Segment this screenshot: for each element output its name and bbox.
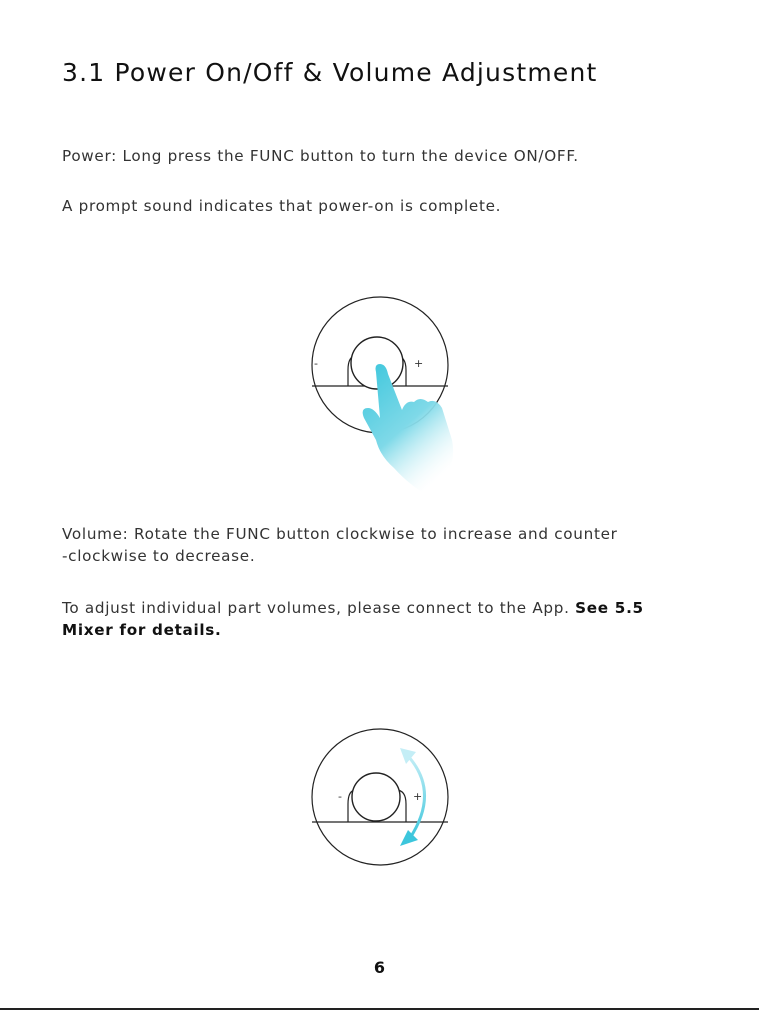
knob-plus-label: +	[414, 357, 424, 370]
knob-minus-label: -	[338, 790, 342, 803]
power-instruction: Power: Long press the FUNC button to turn the device ON/OFF.	[62, 147, 579, 165]
page-title: 3.1 Power On/Off & Volume Adjustment	[62, 58, 598, 87]
volume-instruction-line2: -clockwise to decrease.	[62, 547, 256, 565]
rotate-knob-illustration	[290, 722, 490, 892]
mixer-note	[62, 597, 702, 641]
func-knob	[352, 773, 400, 821]
power-prompt-note: A prompt sound indicates that power-on is complete.	[62, 197, 502, 215]
page-number: 6	[373, 958, 386, 977]
volume-instruction	[62, 523, 702, 567]
mixer-reference-link-b: Mixer for details.	[62, 621, 222, 639]
press-knob-illustration	[290, 290, 490, 500]
knob-plus-label: +	[413, 790, 423, 803]
mixer-note-text: To adjust individual part volumes, please connect to the App.	[62, 599, 576, 617]
volume-instruction-line1: Volume: Rotate the FUNC button clockwise to increase and counter	[62, 525, 618, 543]
mixer-reference-link-a: See 5.5	[575, 599, 644, 617]
knob-minus-label: -	[314, 357, 318, 370]
page-bottom-rule	[0, 1008, 759, 1010]
